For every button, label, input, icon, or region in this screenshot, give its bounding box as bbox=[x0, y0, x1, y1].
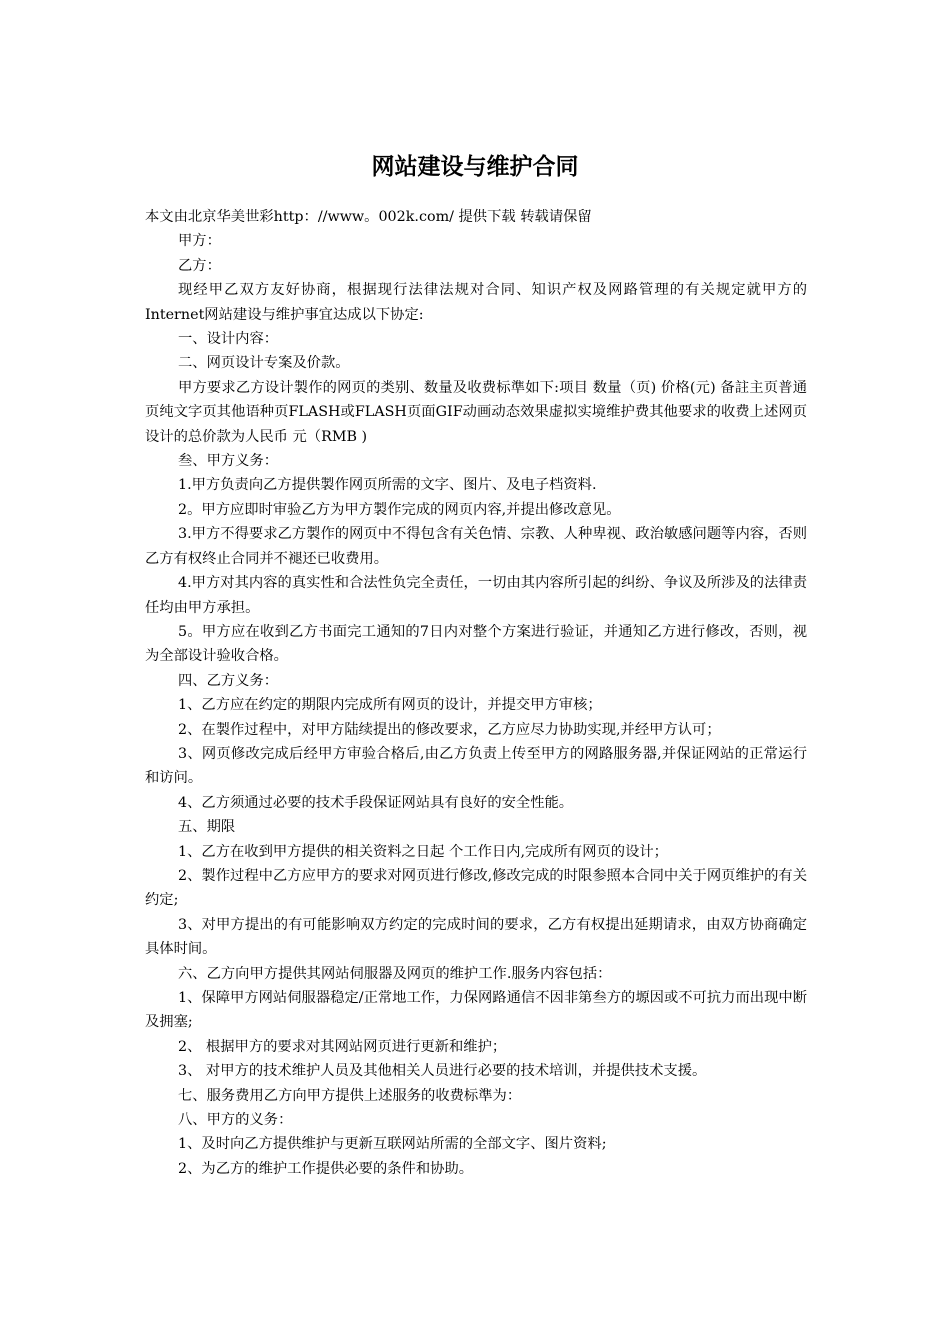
document-title: 网站建设与维护合同 bbox=[371, 153, 579, 180]
paragraph: 1.甲方负责向乙方提供製作网页所需的文字、图片、及电子档资料. bbox=[178, 477, 597, 494]
paragraph: 八、甲方的义务： bbox=[178, 1112, 293, 1129]
paragraph: 4.甲方对其内容的真实性和合法性负完全责任，一切由其内容所引起的纠纷、争议及所涉及的法律责任均由甲方承担。 bbox=[145, 575, 807, 616]
paragraph: 1、及时向乙方提供维护与更新互联网站所需的全部文字、图片资料; bbox=[178, 1136, 607, 1153]
paragraph: 5。甲方应在收到乙方书面完工通知的7日内对整个方案进行验证，并通知乙方进行修改，否则，视为全部设计验收合格。 bbox=[145, 623, 807, 665]
paragraph: 一、设计内容： bbox=[178, 331, 279, 348]
paragraph: 2。甲方应即时审验乙方为甲方製作完成的网页内容,并提出修改意见。 bbox=[178, 501, 621, 518]
paragraph: 乙方： bbox=[178, 257, 221, 274]
paragraph: 六、乙方向甲方提供其网站伺服器及网页的维护工作.服务内容包括： bbox=[178, 965, 612, 982]
paragraph: 2、 根据甲方的要求对其网站网页进行更新和维护； bbox=[178, 1038, 507, 1055]
paragraph: 甲方要求乙方设计製作的网页的类别、数量及收费标準如下:项目 数量（页) 价格(元) 备註主页普通页纯文字页其他语种页FLASH或FLASH页面GIF动画动态效果虚拟实境维护费其他要求的收费上述网页设计的总价款为人民币 元（RMB ) bbox=[145, 379, 807, 445]
paragraph: 2、製作过程中乙方应甲方的要求对网页进行修改,修改完成的时限参照本合同中关于网页维护的有关约定; bbox=[145, 867, 807, 909]
paragraph: 1、保障甲方网站伺服器稳定/正常地工作，力保网路通信不因非第叁方的塬因或不可抗力而出现中断及拥塞; bbox=[145, 990, 807, 1031]
document-body bbox=[145, 205, 807, 1181]
paragraph: 七、服务费用乙方向甲方提供上述服务的收费标準为： bbox=[178, 1087, 522, 1104]
paragraph: 2、为乙方的维护工作提供必要的条件和协助。 bbox=[178, 1160, 474, 1177]
paragraph: 3.甲方不得要求乙方製作的网页中不得包含有关色情、宗教、人种卑视、政治敏感问题等内容，否则乙方有权终止合同并不褪还已收费用。 bbox=[145, 526, 807, 567]
paragraph: 3、 对甲方的技术维护人员及其他相关人员进行必要的技术培训，并提供技术支援。 bbox=[178, 1063, 707, 1080]
paragraph: 现经甲乙双方友好协商，根据现行法律法规对合同、知识产权及网路管理的有关规定就甲方的Internet网站建设与维护事宜达成以下协定: bbox=[145, 282, 807, 323]
paragraph: 1、乙方在收到甲方提供的相关资料之日起 个工作日内,完成所有网页的设计； bbox=[178, 843, 668, 860]
paragraph: 3、网页修改完成后经甲方审验合格后,由乙方负责上传至甲方的网路服务器,并保证网站的正常运行和访问。 bbox=[145, 745, 807, 787]
paragraph: 4、乙方须通过必要的技术手段保证网站具有良好的安全性能。 bbox=[178, 794, 574, 811]
paragraph: 二、网页设计专案及价款。 bbox=[178, 355, 350, 372]
paragraph: 2、在製作过程中，对甲方陆续提出的修改要求，乙方应尽力协助实现,并经甲方认可； bbox=[178, 721, 721, 738]
paragraph: 1、乙方应在约定的期限内完成所有网页的设计，并提交甲方审核； bbox=[178, 697, 602, 714]
paragraph: 五、期限 bbox=[178, 819, 236, 836]
paragraph: 3、对甲方提出的有可能影响双方约定的完成时间的要求，乙方有权提出延期请求，由双方协商确定具体时间。 bbox=[145, 916, 807, 958]
paragraph: 本文由北京华美世彩http：//www。002k.com/ 提供下载 转载请保留 bbox=[145, 209, 592, 225]
paragraph: 甲方： bbox=[178, 233, 221, 250]
paragraph: 叁、甲方义务： bbox=[178, 453, 279, 470]
paragraph: 四、乙方义务： bbox=[178, 672, 279, 689]
